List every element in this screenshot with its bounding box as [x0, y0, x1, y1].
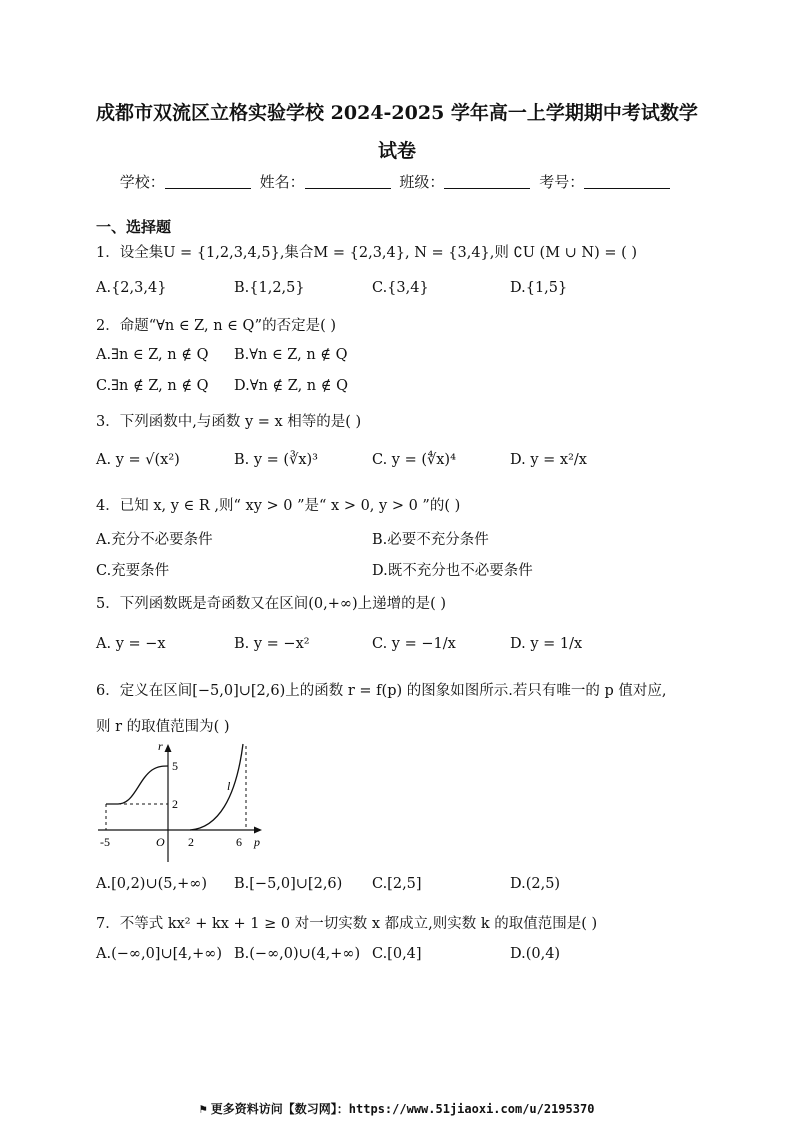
r-axis-arrow — [165, 744, 172, 752]
q6-option-a: A.[0,2)∪(5,+∞) — [96, 876, 207, 892]
q2-option-c: C.∃n ∉ Z, n ∉ Q — [96, 378, 209, 394]
tick-label-neg5: -5 — [100, 835, 110, 849]
curve-label-l: l — [227, 779, 231, 793]
flag-icon: ⚑ — [199, 1102, 207, 1116]
student-info-row — [0, 171, 794, 192]
question-6-stem: 6．定义在区间[−5,0]∪[2,6)上的函数 r = f(p) 的图象如图所示.若只有唯一的 p 值对应, — [96, 683, 667, 699]
exam-title-line2: 试卷 — [377, 140, 416, 162]
q5-option-d: D. y = 1/x — [510, 636, 583, 652]
curve-right — [190, 744, 243, 830]
p-axis-arrow — [254, 827, 262, 834]
q4-option-d: D.既不充分也不必要条件 — [372, 563, 533, 579]
q3-option-c: C. y = (∜x)⁴ — [372, 452, 456, 468]
section-heading: 一、选择题 — [96, 218, 172, 236]
school-blank — [165, 174, 251, 189]
q2-option-b: B.∀n ∈ Z, n ∉ Q — [234, 347, 348, 363]
question-1-stem: 1．设全集U = {1,2,3,4,5},集合M = {2,3,4}, N = {3,4},则 ∁U (M ∪ N) = ( ) — [96, 245, 638, 261]
class-label: 班级： — [399, 173, 445, 191]
question-6-stem-cont: 则 r 的取值范围为( ) — [96, 719, 230, 735]
tick-label-6: 6 — [236, 835, 242, 849]
footer-link[interactable]: 更多资料访问【数习网】：https://www.51jiaoxi.com/u/2195370 — [210, 1102, 595, 1116]
question-2-stem: 2．命题“∀n ∈ Z, n ∈ Q”的否定是( ) — [96, 318, 336, 334]
q4-option-b: B.必要不充分条件 — [372, 532, 489, 548]
number-label: 考号： — [539, 173, 585, 191]
q4-option-c: C.充要条件 — [96, 563, 170, 579]
q1-option-c: C.{3,4} — [372, 280, 429, 296]
p-axis-label: p — [254, 835, 260, 849]
exam-title-line1: 成都市双流区立格实验学校 2024-2025 学年高一上学期期中考试数学 — [96, 102, 698, 124]
class-blank — [444, 174, 530, 189]
q3-option-d: D. y = x²/x — [510, 452, 587, 468]
tick-label-r2: 2 — [172, 797, 178, 811]
q5-option-c: C. y = −1/x — [372, 636, 456, 652]
q2-option-a: A.∃n ∈ Z, n ∉ Q — [96, 347, 209, 363]
q6-option-d: D.(2,5) — [510, 876, 561, 892]
q4-option-a: A.充分不必要条件 — [96, 532, 213, 548]
tick-label-2: 2 — [188, 835, 194, 849]
q1-option-d: D.{1,5} — [510, 280, 568, 296]
question-7-stem: 7．不等式 kx² + kx + 1 ≥ 0 对一切实数 x 都成立,则实数 k 的取值范围是( ) — [96, 916, 598, 932]
r-axis-label: r — [158, 739, 163, 753]
q5-option-b: B. y = −x² — [234, 636, 310, 652]
tick-label-r5: 5 — [172, 759, 178, 773]
q1-option-a: A.{2,3,4} — [96, 280, 167, 296]
school-label: 学校： — [119, 173, 165, 191]
function-graph — [90, 738, 280, 866]
name-label: 姓名： — [259, 173, 305, 191]
q2-option-d: D.∀n ∉ Z, n ∉ Q — [234, 378, 348, 394]
q5-option-a: A. y = −x — [96, 636, 166, 652]
q7-option-d: D.(0,4) — [510, 946, 561, 962]
origin-label: O — [156, 835, 165, 849]
q7-option-a: A.(−∞,0]∪[4,+∞) — [96, 946, 222, 962]
q7-option-c: C.[0,4] — [372, 946, 422, 962]
question-4-stem: 4．已知 x, y ∈ R ,则“ xy > 0 ”是“ x > 0, y > 0 ”的( ) — [96, 498, 461, 514]
q6-option-b: B.[−5,0]∪[2,6) — [234, 876, 343, 892]
question-3-stem: 3．下列函数中,与函数 y = x 相等的是( ) — [96, 414, 362, 430]
q6-option-c: C.[2,5] — [372, 876, 422, 892]
q1-option-b: B.{1,2,5} — [234, 280, 305, 296]
curve-left — [106, 766, 168, 804]
name-blank — [305, 174, 391, 189]
number-blank — [584, 174, 670, 189]
q3-option-b: B. y = (∛x)³ — [234, 452, 318, 468]
q7-option-b: B.(−∞,0)∪(4,+∞) — [234, 946, 361, 962]
question-5-stem: 5．下列函数既是奇函数又在区间(0,+∞)上递增的是( ) — [96, 596, 447, 612]
q3-option-a: A. y = √(x²) — [96, 452, 180, 468]
footer-link-row — [0, 1100, 794, 1117]
